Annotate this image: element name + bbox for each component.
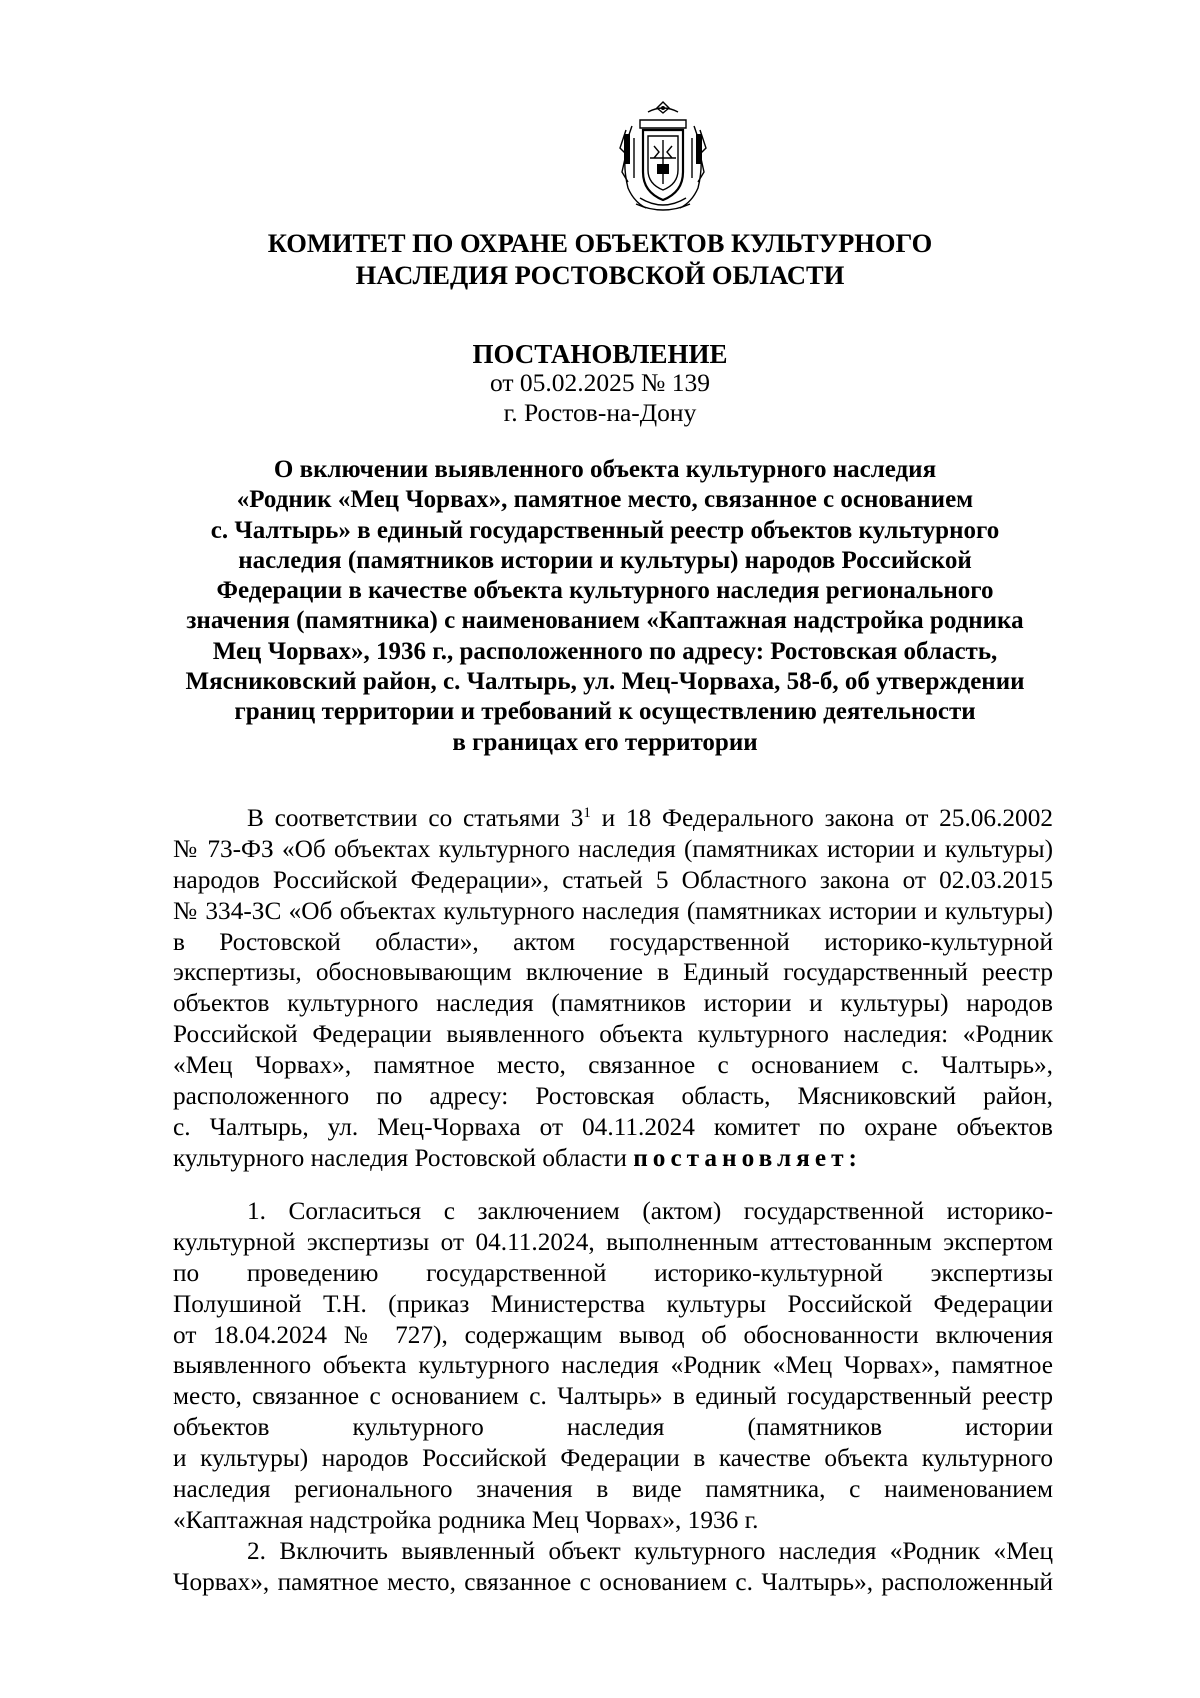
paragraph-line: расположенного по адресу: Ростовская область, Мясниковский район, [173,1082,1053,1111]
heading-line: значения (памятника) с наименованием «Каптажная надстройка родника [186,607,1024,635]
item-1-paragraph [173,1196,1053,1536]
paragraph-line: культурной экспертизы от 04.11.2024, выполненным аттестованным экспертом [173,1227,1053,1256]
paragraph-line: народов Российской Федерации», статьей 5 Областного закона от 02.03.2015 [173,865,1053,894]
paragraph-line: объектов культурного наследия (памятников истории [173,1413,1053,1442]
paragraph-line [173,803,1053,834]
paragraph-line: в Ростовской области», актом государственной историко-культурной [173,927,1053,956]
paragraph-line: с. Чалтырь, ул. Мец-Чорваха от 04.11.2024 комитет по охране объектов [173,1112,1053,1141]
heading-line: Федерации в качестве объекта культурного наследия регионального [216,577,994,605]
heading-line: Мясниковский район, с. Чалтырь, ул. Мец-Чорваха, 58-б, об утверждении [185,668,1025,696]
text-fragment: культурного наследия Ростовской области [173,1143,634,1172]
paragraph-line: место, связанное с основанием с. Чалтырь» в единый государственный реестр [173,1382,1053,1411]
paragraph-line: «Мец Чорвах», памятное место, связанное с основанием с. Чалтырь», [173,1051,1053,1080]
paragraph-line: 2. Включить выявленный объект культурного наследия «Родник «Мец [247,1537,1053,1565]
document-heading [160,455,1050,758]
text-fragment: и 18 Федерального закона от 25.06.2002 [590,804,1053,832]
paragraph-line: 1. Согласиться с заключением (актом) государственной историко- [247,1197,1053,1225]
coat-of-arms-icon [610,98,716,216]
paragraph-line: № 73-ФЗ «Об объектах культурного наследия (памятниках истории и культуры) [173,834,1053,863]
paragraph-line: наследия регионального значения в виде памятника, с наименованием [173,1475,1053,1504]
paragraph-line: Чорвах», памятное место, связанное с основанием с. Чалтырь», расположенный [173,1567,1053,1596]
paragraph-line: от 18.04.2024 № 727), содержащим вывод об обоснованности включения [173,1320,1053,1349]
heading-line: Мец Чорвах», 1936 г., расположенного по адресу: Ростовская область, [212,637,998,665]
document-date-number: от 05.02.2025 № 139 [489,368,710,397]
text-fragment: В соответствии со статьями 3 [247,804,584,832]
paragraph-line: по проведению государственной историко-культурной экспертизы [173,1258,1053,1287]
paragraph-line [173,1143,1053,1174]
paragraph-line: № 334-ЗС «Об объектах культурного наследия (памятниках истории и культуры) [173,896,1053,925]
heading-line: наследия (памятников истории и культуры) народов Российской [238,546,972,574]
preamble-paragraph [173,803,1053,1174]
item-2-paragraph [173,1536,1053,1598]
document-type: ПОСТАНОВЛЕНИЕ [472,339,728,369]
superscript: 1 [583,805,591,821]
paragraph-line: объектов культурного наследия (памятников истории и культуры) народов [173,989,1053,1018]
heading-line: «Родник «Мец Чорвах», памятное место, связанное с основанием [236,486,974,514]
paragraph-line: Полушиной Т.Н. (приказ Министерства культуры Российской Федерации [173,1289,1053,1318]
organization-title-line: НАСЛЕДИЯ РОСТОВСКОЙ ОБЛАСТИ [355,260,845,290]
heading-line: с. Чалтырь» в единый государственный реестр объектов культурного [210,516,1000,544]
paragraph-line: Российской Федерации выявленного объекта культурного наследия: «Родник [173,1020,1053,1049]
organization-title [180,227,1020,291]
paragraph-line: выявленного объекта культурного наследия «Родник «Мец Чорвах», памятное [173,1351,1053,1380]
paragraph-line: экспертизы, обосновывающим включение в Единый государственный реестр [173,958,1053,987]
paragraph-line: и культуры) народов Российской Федерации в качестве объекта культурного [173,1444,1053,1473]
paragraph-line: «Каптажная надстройка родника Мец Чорвах», 1936 г. [173,1505,759,1534]
heading-line: в границах его территории [452,728,758,756]
document-place: г. Ростов-на-Дону [503,398,697,427]
decree-word: постановляет: [633,1143,862,1172]
heading-line: границ территории и требований к осуществлению деятельности [234,698,976,726]
heading-line: О включении выявленного объекта культурного наследия [273,456,937,483]
organization-title-line: КОМИТЕТ ПО ОХРАНЕ ОБЪЕКТОВ КУЛЬТУРНОГО [267,228,933,258]
